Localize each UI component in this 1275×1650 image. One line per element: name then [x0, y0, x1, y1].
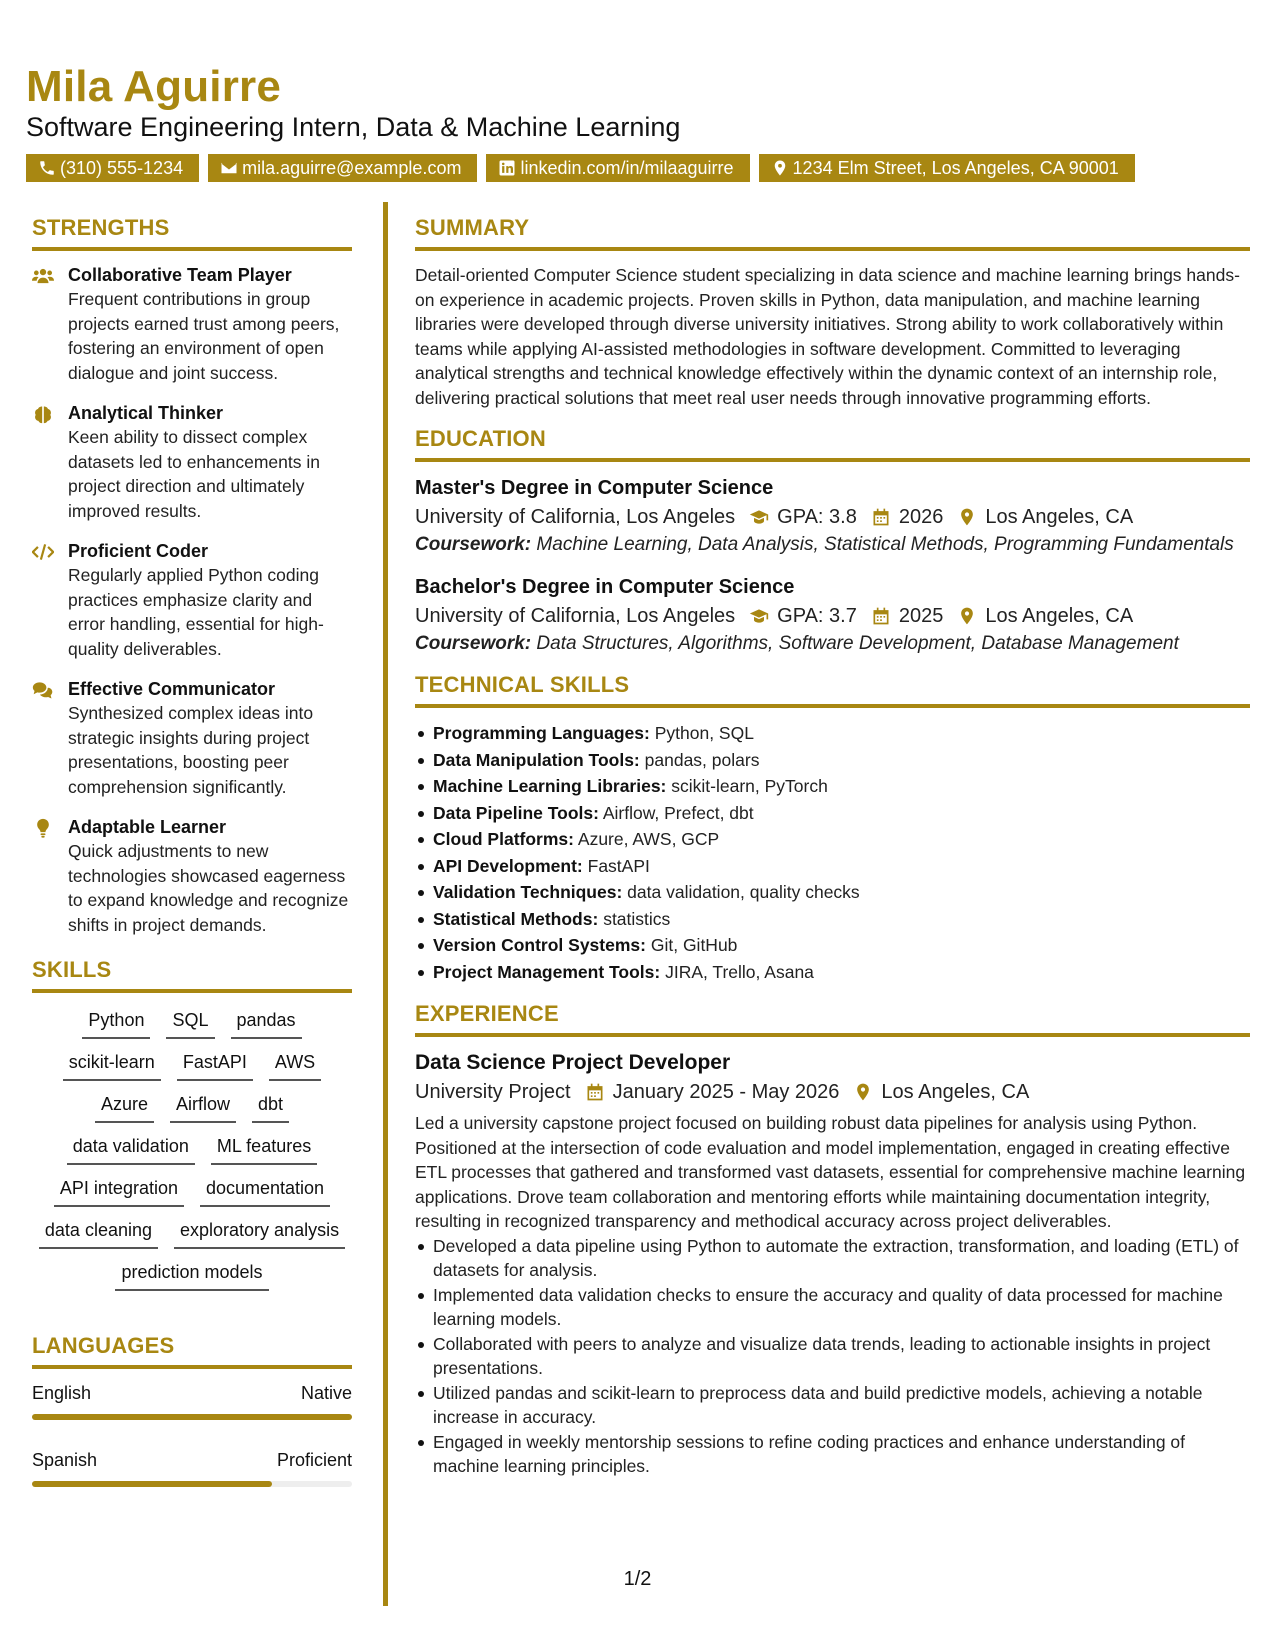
technical-skills-list: [415, 720, 1250, 985]
calendar-icon: [871, 507, 891, 527]
strength-title: Effective Communicator: [68, 679, 276, 699]
language-proficiency-bar: [32, 1481, 352, 1487]
list-item: Developed a data pipeline using Python to automate the extraction, transformation, and loading (ETL) of datasets for analysis.: [415, 1234, 1250, 1283]
contact-email[interactable]: [208, 154, 477, 182]
tech-skill-label: Machine Learning Libraries:: [433, 776, 667, 796]
candidate-name: Mila Aguirre: [26, 62, 282, 111]
list-item: [415, 773, 1250, 800]
strength-desc: Frequent contributions in group projects earned trust among peers, fostering an environment of open dialogue and joint success.: [68, 289, 340, 383]
list-item: [415, 853, 1250, 880]
skill-tag: API integration: [54, 1175, 184, 1207]
degree-title: Bachelor's Degree in Computer Science: [415, 576, 795, 598]
map-pin-icon: [957, 507, 977, 527]
map-pin-icon: [771, 159, 789, 177]
strength-desc: Synthesized complex ideas into strategic insights during project presentations, boosting peer comprehension significantly.: [68, 703, 314, 797]
chat-bubbles-icon: [32, 680, 54, 700]
strength-title: Proficient Coder: [68, 541, 209, 561]
job-org: University Project: [415, 1081, 571, 1103]
email-text: mila.aguirre@example.com: [242, 158, 462, 178]
right-column: [415, 215, 1250, 1479]
job-description: Led a university capstone project focused on building robust data pipelines for analysis using Python. Positioned at the intersection of code evaluation and model implementation, engaged in creating effective ETL processes that gathered and transformed vast datasets, essential for comprehensive machine learning applications. Drove team collaboration and mentoring efforts while maintaining documentation integrity, resulting in recognized transparency and methodical accuracy across project deliverables.: [415, 1113, 1246, 1231]
contact-phone[interactable]: [26, 154, 199, 182]
job-dates: January 2025 - May 2026: [612, 1081, 840, 1103]
skill-tag: ML features: [211, 1133, 317, 1165]
list-item: [415, 720, 1250, 747]
list-item: [415, 906, 1250, 933]
skill-tag: SQL: [166, 1007, 214, 1039]
proficiency-fill: [32, 1414, 352, 1420]
tech-skill-label: Cloud Platforms:: [433, 829, 574, 849]
experience-heading: EXPERIENCE: [415, 1001, 1250, 1037]
contact-bar: [26, 154, 1135, 182]
skill-tag: FastAPI: [177, 1049, 253, 1081]
strength-item: [32, 677, 352, 799]
language-level: Native: [300, 1383, 352, 1403]
skill-tag: AWS: [269, 1049, 321, 1081]
tech-skill-value: pandas, polars: [644, 749, 760, 770]
tech-skill-value: Azure, AWS, GCP: [577, 829, 720, 849]
tech-skill-label: Statistical Methods:: [433, 908, 599, 929]
strength-title: Analytical Thinker: [68, 403, 224, 423]
coursework-label: Coursework:: [415, 534, 532, 555]
grad-year: 2026: [898, 506, 944, 528]
list-item: [415, 959, 1250, 986]
strength-desc: Quick adjustments to new technologies showcased eagerness to expand knowledge and recognize shifts in project demands.: [68, 841, 349, 935]
tech-skill-label: Validation Techniques:: [433, 882, 623, 902]
skill-tag: documentation: [200, 1175, 330, 1207]
school-location: Los Angeles, CA: [985, 506, 1134, 528]
strength-item: [32, 401, 352, 523]
language-level: Proficient: [276, 1450, 352, 1470]
list-item: Collaborated with peers to analyze and visualize data trends, leading to actionable insights in project presentations.: [415, 1332, 1250, 1381]
linkedin-icon: [498, 159, 516, 177]
phone-text: (310) 555-1234: [60, 158, 184, 178]
list-item: Implemented data validation checks to ensure the accuracy and quality of data processed for machine learning models.: [415, 1283, 1250, 1332]
tech-skill-value: FastAPI: [587, 855, 650, 876]
education-heading: EDUCATION: [415, 426, 1250, 462]
proficiency-fill: [32, 1481, 272, 1487]
skill-tag: dbt: [252, 1091, 289, 1123]
school-location: Los Angeles, CA: [985, 605, 1134, 627]
list-item: [415, 800, 1250, 827]
skill-tag: pandas: [231, 1007, 302, 1039]
list-item: [415, 826, 1250, 853]
language-item: [32, 1383, 352, 1420]
gpa: GPA: 3.8: [777, 506, 857, 528]
skill-tag: Python: [82, 1007, 150, 1039]
tech-skill-label: Programming Languages:: [433, 723, 650, 743]
tech-skill-label: Version Control Systems:: [433, 935, 646, 955]
language-name: English: [32, 1383, 92, 1403]
tech-skill-label: API Development:: [433, 855, 583, 876]
tech-skill-value: Git, GitHub: [650, 935, 738, 955]
coursework-list: Machine Learning, Data Analysis, Statistical Methods, Programming Fundamentals: [536, 534, 1234, 555]
tech-skill-label: Project Management Tools:: [433, 961, 661, 982]
page-number: 1/2: [623, 1568, 652, 1590]
skill-tag: data cleaning: [39, 1217, 158, 1249]
column-divider: [383, 202, 388, 1606]
school-name: University of California, Los Angeles: [415, 605, 736, 627]
experience-entry: [415, 1049, 1250, 1479]
languages-heading: LANGUAGES: [32, 1333, 352, 1369]
job-location: Los Angeles, CA: [881, 1081, 1030, 1103]
map-pin-icon: [853, 1082, 873, 1102]
strength-item: [32, 263, 352, 385]
strength-desc: Keen ability to dissect complex datasets led to enhancements in project direction and ultimately improved results.: [68, 427, 320, 521]
tech-skill-value: scikit-learn, PyTorch: [671, 776, 828, 796]
linkedin-text: linkedin.com/in/milaaguirre: [520, 158, 734, 178]
contact-address: [759, 154, 1135, 182]
map-pin-icon: [957, 606, 977, 626]
users-icon: [32, 266, 54, 286]
language-item: [32, 1450, 352, 1487]
calendar-icon: [585, 1082, 605, 1102]
job-title-headline: Software Engineering Intern, Data & Machine Learning: [26, 112, 681, 142]
strength-desc: Regularly applied Python coding practices emphasize clarity and error handling, essential for high-quality deliverables.: [68, 565, 324, 659]
brain-icon: [32, 404, 54, 424]
code-icon: [32, 542, 54, 562]
strength-item: [32, 539, 352, 661]
technical-skills-heading: TECHNICAL SKILLS: [415, 672, 1250, 708]
summary-heading: SUMMARY: [415, 215, 1250, 251]
language-name: Spanish: [32, 1450, 98, 1470]
tech-skill-value: data validation, quality checks: [627, 882, 860, 902]
grad-year: 2025: [898, 605, 944, 627]
list-item: Utilized pandas and scikit-learn to preprocess data and build predictive models, achieving a notable increase in accuracy.: [415, 1381, 1250, 1430]
phone-icon: [38, 159, 56, 177]
skill-tag: data validation: [67, 1133, 195, 1165]
degree-title: Master's Degree in Computer Science: [415, 477, 774, 499]
skill-tag: prediction models: [115, 1259, 268, 1291]
strength-title: Adaptable Learner: [68, 817, 227, 837]
strength-title: Collaborative Team Player: [68, 265, 292, 285]
skill-tag: scikit-learn: [63, 1049, 161, 1081]
graduation-cap-icon: [749, 507, 769, 527]
tech-skill-label: Data Pipeline Tools:: [433, 802, 599, 823]
skill-tag: exploratory analysis: [174, 1217, 345, 1249]
skill-tag: Airflow: [170, 1091, 236, 1123]
contact-linkedin[interactable]: [486, 154, 749, 182]
address-text: 1234 Elm Street, Los Angeles, CA 90001: [792, 158, 1119, 178]
job-bullets: [415, 1234, 1250, 1479]
skill-tag: Azure: [95, 1091, 154, 1123]
summary-text: Detail-oriented Computer Science student specializing in data science and machine learning brings hands-on experience in academic projects. Proven skills in Python, data manipulation, and machine learning libraries were developed through diverse university initiatives. Strong ability to work collaboratively within teams while applying AI-assisted methodologies in software development. Committed to leveraging analytical strengths and technical knowledge effectively within the dynamic context of an internship role, delivering practical solutions that meet real user needs through innovative programming efforts.: [415, 265, 1240, 408]
list-item: Engaged in weekly mentorship sessions to refine coding practices and enhance understanding of machine learning principles.: [415, 1430, 1250, 1479]
tech-skill-value: Airflow, Prefect, dbt: [602, 802, 754, 823]
school-name: University of California, Los Angeles: [415, 506, 736, 528]
list-item: [415, 747, 1250, 774]
education-entry: [415, 573, 1250, 656]
envelope-icon: [220, 159, 238, 177]
job-title: Data Science Project Developer: [415, 1051, 731, 1074]
tech-skill-value: Python, SQL: [654, 723, 754, 743]
gpa: GPA: 3.7: [777, 605, 857, 627]
education-entry: [415, 474, 1250, 557]
strength-item: [32, 815, 352, 937]
list-item: [415, 932, 1250, 959]
lightbulb-icon: [32, 818, 54, 838]
language-proficiency-bar: [32, 1414, 352, 1420]
coursework-list: Data Structures, Algorithms, Software Development, Database Management: [536, 633, 1179, 654]
left-column: [32, 215, 352, 1487]
graduation-cap-icon: [749, 606, 769, 626]
tech-skill-value: JIRA, Trello, Asana: [665, 961, 814, 982]
list-item: [415, 879, 1250, 906]
calendar-icon: [871, 606, 891, 626]
coursework-label: Coursework:: [415, 633, 532, 654]
skills-heading: SKILLS: [32, 957, 352, 993]
tech-skill-label: Data Manipulation Tools:: [433, 749, 640, 770]
tech-skill-value: statistics: [603, 908, 671, 929]
skills-tag-list: [32, 1005, 352, 1293]
strengths-heading: STRENGTHS: [32, 215, 352, 251]
